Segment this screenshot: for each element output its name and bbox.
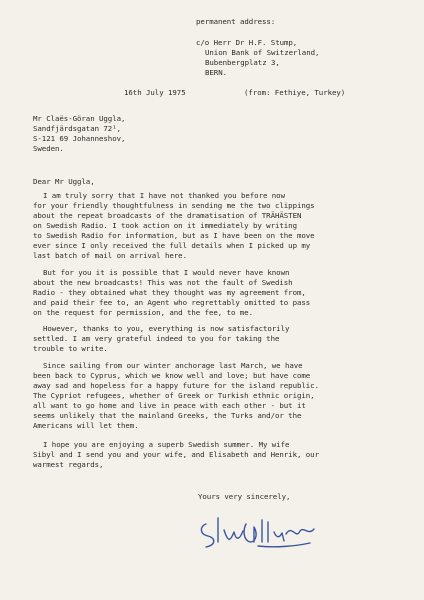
paragraph-settled (33, 324, 289, 354)
paragraph-line: on the request for permission, and the fee, to me. (33, 308, 253, 317)
paragraph-regards (33, 440, 319, 470)
paragraph-line: warmest regards, (33, 460, 104, 469)
recipient-line: Sandfjärdsgatan 72¹, (33, 124, 121, 133)
address-line: c/o Herr Dr H.F. Stump, (196, 38, 298, 47)
paragraph-line: to Swedish Radio for information, but as I have been on the move (33, 231, 315, 240)
paragraph-line: all want to go home and live in peace with each other - but it (33, 401, 306, 410)
paragraph-line: I hope you are enjoying a superb Swedish summer. My wife (43, 440, 290, 449)
recipient-line: S-121 69 Johanneshov, (33, 134, 126, 143)
paragraph-line: Since sailing from our winter anchorage last March, we have (43, 361, 303, 370)
paragraph-line: and paid their fee to, an Agent who regrettably omitted to pass (33, 298, 311, 307)
address-line: Union Bank of Switzerland, (205, 48, 320, 57)
letter-date: 16th July 1975 (124, 88, 186, 97)
paragraph-line: settled. I am very grateful indeed to you for taking the (33, 334, 280, 343)
paragraph-line: on Swedish Radio. I took action on it immediately by writing (33, 221, 297, 230)
address-line: BERN. (205, 68, 227, 77)
paragraph-line: The Cypriot refugees, whether of Greek or Turkish ethnic origin, (33, 391, 315, 400)
salutation: Dear Mr Uggla, (33, 177, 95, 186)
paragraph-line: However, thanks to you, everything is now satisfactorily (43, 324, 290, 333)
paragraph-line: Americans will let them. (33, 421, 139, 430)
permanent-address-label: permanent address: (196, 17, 276, 26)
paragraph-line: about the new broadcasts! This was not the fault of Swedish (33, 278, 293, 287)
paragraph-line: ever since I only received the full details when I picked up my (33, 241, 311, 250)
paragraph-line: away sad and hopeless for a happy future for the island republic. (33, 381, 319, 390)
address-line: Bubenbergplatz 3, (205, 58, 280, 67)
paragraph-line: last batch of mail on arrival here. (33, 251, 187, 260)
paragraph-thanks (33, 191, 315, 261)
paragraph-line: trouble to write. (33, 344, 108, 353)
closing: Yours very sincerely, (198, 492, 291, 501)
handwritten-signature (196, 512, 320, 554)
paragraph-line: seems unlikely that the mainland Greeks, the Turks and/or the (33, 411, 302, 420)
paragraph-line: for your friendly thoughtfulness in sending me the two clippings (33, 201, 315, 210)
paragraph-broadcasts (33, 268, 310, 318)
recipient-line: Sweden. (33, 144, 64, 153)
paragraph-line: been back to Cyprus, which we know well and love; but have come (33, 371, 311, 380)
paragraph-line: I am truly sorry that I have not thanked you before now (43, 191, 285, 200)
paragraph-line: Radio - they obtained what they thought was my agreement from, (33, 288, 306, 297)
recipient-line: Mr Claës-Göran Uggla, (33, 114, 126, 123)
paragraph-line: But for you it is possible that I would never have known (43, 268, 290, 277)
paragraph-line: about the repeat broadcasts of the dramatisation of TRÄHÄSTEN (33, 211, 302, 220)
paragraph-line: Sibyl and I send you and your wife, and Elisabeth and Henrik, our (33, 450, 319, 459)
letter-origin: (from: Fethiye, Turkey) (244, 88, 346, 97)
paragraph-cyprus (33, 361, 319, 431)
